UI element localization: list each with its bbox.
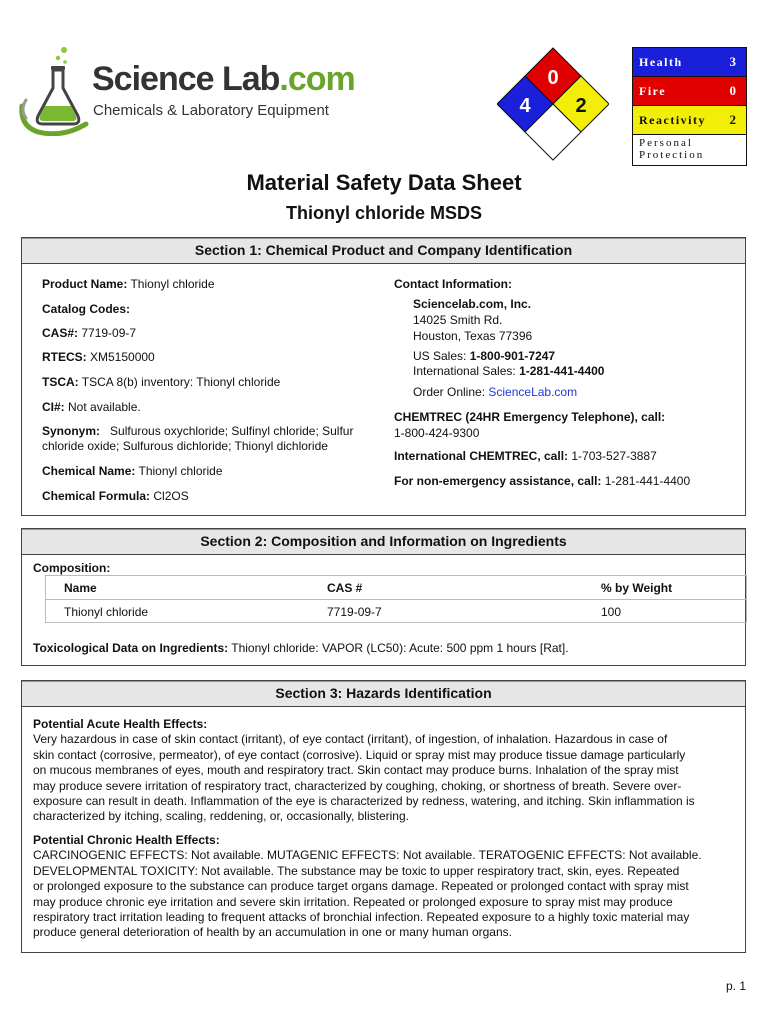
cell-name: Thionyl chloride (45, 600, 308, 624)
chronic-line: respiratory tract irritation leading to frequent attacks of bronchial infection. Repeated exposure to a highly toxic material may (33, 910, 690, 925)
section-1-heading: Section 1: Chemical Product and Company Identification (22, 238, 745, 264)
column-header-cas: CAS # (327, 580, 363, 595)
chemtrec-phone: 1-800-424-9300 (394, 426, 480, 440)
acute-health-effects-label: Potential Acute Health Effects: (33, 717, 208, 731)
order-online: Order Online: ScienceLab.com (413, 385, 578, 399)
flask-icon (18, 46, 92, 136)
section-2-heading: Section 2: Composition and Information on Ingredients (22, 529, 745, 555)
nfpa-health-value: 4 (519, 95, 531, 117)
logo-brand: Science Lab.com (92, 60, 355, 98)
cell-weight: 100 (582, 600, 747, 624)
company-name: Sciencelab.com, Inc. (413, 297, 532, 311)
acute-health-effects (33, 717, 738, 825)
international-chemtrec: International CHEMTREC, call: 1-703-527-3887 (394, 449, 657, 463)
us-sales: US Sales: 1-800-901-7247 (413, 349, 556, 363)
product-name: Product Name: Thionyl chloride (42, 277, 215, 291)
sciencelab-logo[interactable] (18, 46, 355, 136)
column-header-name: Name (64, 580, 97, 595)
personal-protection-rating: Personal Protection (639, 137, 705, 161)
document-subtitle: Thionyl chloride MSDS (285, 203, 482, 223)
table-row (45, 600, 747, 624)
acute-line: on mucous membranes of eyes, mouth and respiratory tract. Skin contact may produce burns. Inhalation of the spray mist (33, 763, 679, 778)
ci-number: CI#: Not available. (42, 400, 141, 414)
composition-table (45, 576, 747, 623)
acute-line: characterized by itching, scaling, reddening, or, occasionally, blistering. (33, 809, 409, 824)
table-header-row (45, 576, 747, 600)
composition-label: Composition: (33, 561, 111, 575)
page-number: p. 1 (725, 979, 746, 993)
acute-line: skin contact (corrosive, permeator), of eye contact (corrosive). Liquid or spray mist may produce tissue damage particularly (33, 747, 686, 762)
cas-number: CAS#: 7719-09-7 (42, 326, 137, 340)
acute-line: may produce severe irritation of respiratory tract, characterized by coughing, choking, or shortness of breath. Severe over- (33, 778, 682, 793)
section-3 (21, 680, 746, 953)
rtecs: RTECS: XM5150000 (42, 350, 155, 364)
toxicological-data: Toxicological Data on Ingredients: Thionyl chloride: VAPOR (LC50): Acute: 500 ppm 1 hours [Rat]. (33, 641, 569, 655)
chemical-name: Chemical Name: Thionyl chloride (42, 464, 223, 478)
contact-info-label: Contact Information: (394, 277, 512, 291)
chemical-formula: Chemical Formula: Cl2OS (42, 489, 189, 503)
acute-line: exposure can result in death. Inflammation of the eye is characterized by redness, watering, and itching. Skin inflammation is (33, 794, 695, 809)
section-1 (21, 237, 746, 516)
international-sales: International Sales: 1-281-441-4400 (413, 364, 605, 378)
document-title: Material Safety Data Sheet (246, 170, 522, 195)
address-line-2: Houston, Texas 77396 (413, 329, 533, 343)
chronic-line: CARCINOGENIC EFFECTS: Not available. MUTAGENIC EFFECTS: Not available. TERATOGENIC EFFECTS: Not available. (33, 848, 702, 863)
order-online-link[interactable]: ScienceLab.com (488, 385, 578, 399)
address-line-1: 14025 Smith Rd. (413, 313, 503, 327)
section-2 (21, 528, 746, 666)
synonym-continued: chloride oxide; Sulfurous dichloride; Thionyl dichloride (42, 439, 328, 453)
nfpa-fire-value: 0 (547, 67, 559, 89)
chronic-line: DEVELOPMENTAL TOXICITY: Not available. The substance may be toxic to upper respiratory tract, skin, eyes. Repeated (33, 863, 680, 878)
nfpa-reactivity-value: 2 (575, 95, 587, 117)
chronic-health-effects-label: Potential Chronic Health Effects: (33, 833, 220, 847)
reactivity-rating: Reactivity 2 (633, 106, 746, 135)
tsca: TSCA: TSCA 8(b) inventory: Thionyl chloride (42, 375, 281, 389)
fire-rating: Fire 0 (633, 77, 746, 106)
column-header-weight: % by Weight (601, 580, 673, 595)
chronic-line: or prolonged exposure to the substance can produce target organs damage. Repeated or prolonged contact with spray mist (33, 879, 689, 894)
acute-line: Very hazardous in case of skin contact (irritant), of eye contact (irritant), of ingestion, of inhalation. Hazardous in case of (33, 732, 668, 747)
synonym: Synonym: Sulfurous oxychloride; Sulfinyl chloride; Sulfur (42, 424, 354, 438)
chronic-line: may produce chronic eye irritation and severe skin irritation. Repeated or prolonged exposure to spray mist may produce (33, 894, 673, 909)
chronic-health-effects (33, 833, 738, 941)
health-rating: Health 3 (633, 48, 746, 77)
non-emergency-assistance: For non-emergency assistance, call: 1-281-441-4400 (394, 474, 691, 488)
logo-tagline: Chemicals & Laboratory Equipment (93, 102, 329, 119)
catalog-codes: Catalog Codes: (42, 302, 131, 316)
nfpa-diamond (497, 46, 609, 166)
chemtrec-label: CHEMTREC (24HR Emergency Telephone), call: (394, 410, 666, 424)
section-3-heading: Section 3: Hazards Identification (22, 681, 745, 707)
hazard-rating-table (632, 47, 747, 166)
chronic-line: produce general deterioration of health by an accumulation in one or many human organs. (33, 925, 512, 940)
cell-cas: 7719-09-7 (308, 600, 582, 624)
